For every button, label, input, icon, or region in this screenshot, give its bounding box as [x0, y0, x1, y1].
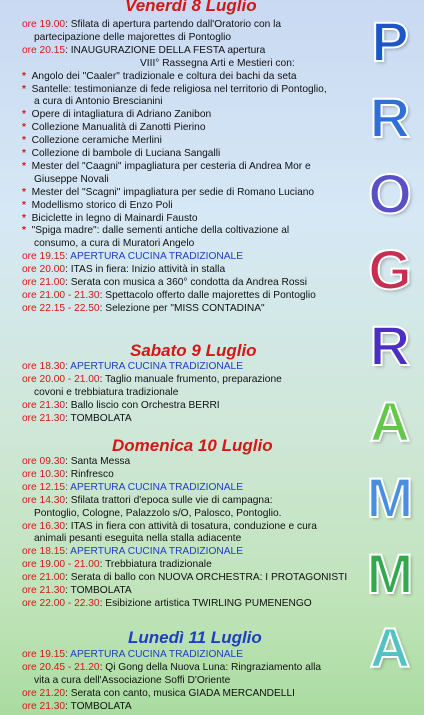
event-time: ore 18.30 — [22, 361, 66, 372]
programme-line — [34, 174, 109, 187]
bullet-marker: * — [22, 160, 26, 172]
event-text: : TOMBOLATA — [65, 412, 132, 424]
event-text: : APERTURA CUCINA TRADIZIONALE — [65, 251, 244, 263]
event-time: ore 22.15 - 22.50 — [22, 302, 100, 314]
programme-line — [34, 238, 194, 251]
event-text: consumo, a cura di Muratori Angelo — [34, 238, 195, 250]
event-text: : Sfilata trattori d'epoca sulle vie di campagna: — [65, 494, 273, 506]
bullet-marker: * — [22, 199, 26, 211]
event-time: ore 09.30 — [22, 456, 66, 467]
event-time: ore 22.00 - 22.30 — [22, 597, 100, 609]
programme-line — [22, 559, 212, 572]
event-text: : TOMBOLATA — [65, 585, 132, 596]
programme-line — [34, 387, 178, 400]
programme-line — [22, 251, 243, 264]
programme-line — [22, 521, 317, 534]
event-text: Collezione di bambole di Luciana Sangalli — [31, 148, 221, 159]
event-text: Mester del "Caagni" impagliatura per cesteria di Andrea Mor e — [31, 160, 311, 172]
programme-line — [22, 688, 295, 701]
programme-line — [34, 96, 163, 109]
letter-a: A — [369, 616, 411, 679]
programme-line — [34, 533, 241, 546]
event-text: : Taglio manuale frumento, preparazione — [99, 373, 282, 385]
programme-line — [22, 213, 198, 226]
event-time: ore 21.30 — [22, 412, 66, 424]
programme-line — [22, 495, 273, 508]
event-text: : APERTURA CUCINA TRADIZIONALE — [65, 481, 244, 493]
programme-line — [22, 200, 173, 213]
event-time: ore 19.00 - 21.00 — [22, 559, 100, 571]
programme-line — [22, 482, 243, 495]
event-text: : Serata di ballo con NUOVA ORCHESTRA: I PROTAGONISTI — [65, 572, 348, 584]
programme-line — [22, 19, 281, 32]
programme-line — [22, 45, 265, 58]
programme-line — [22, 277, 307, 290]
programme-line — [22, 225, 289, 238]
bullet-marker: * — [22, 225, 26, 237]
programme-line — [22, 303, 265, 316]
programme-line — [34, 32, 231, 45]
event-time: ore 21.30 — [22, 585, 66, 596]
day-title: Domenica 10 Luglio — [112, 436, 273, 455]
event-time: ore 10.30 — [22, 468, 66, 480]
letter-m: M — [366, 542, 414, 605]
event-text: : ITAS in fiera: Inizio attività in stalla — [65, 264, 226, 276]
event-text: Pontoglio, Cologne, Palazzolo s/O, Palosco, Pontoglio. — [34, 507, 282, 519]
bullet-marker: * — [22, 83, 26, 95]
event-text: : Serata con canto, musica GIADA MERCANDELLI — [65, 687, 295, 699]
event-time: ore 20.45 - 21.20 — [22, 661, 100, 673]
programme-line — [22, 469, 114, 482]
letter-p: P — [371, 10, 409, 73]
programme-line — [22, 161, 311, 174]
event-time: ore 21.00 — [22, 572, 66, 584]
programme-line — [22, 264, 225, 277]
programme-line — [22, 187, 314, 200]
event-text: : APERTURA CUCINA TRADIZIONALE — [65, 361, 244, 372]
event-text: : Serata con musica a 360° condotta da Andrea Rossi — [65, 277, 307, 288]
programme-line — [22, 546, 243, 559]
programme-line — [22, 135, 162, 148]
programme-line — [22, 84, 327, 97]
event-time: ore 18.15 — [22, 546, 66, 558]
letter-o: O — [368, 162, 412, 225]
programme-line — [22, 649, 243, 662]
event-time: ore 21.30 — [22, 700, 66, 712]
programme-line — [22, 361, 243, 374]
letter-r: R — [369, 86, 411, 149]
event-text: Giuseppe Novali — [34, 173, 109, 185]
event-text: Collezione Manualità di Zanotti Pierino — [31, 122, 206, 134]
programme-line — [22, 456, 130, 469]
programme-line — [22, 122, 206, 135]
letter-m: M — [366, 466, 414, 529]
event-time: ore 21.20 — [22, 687, 66, 699]
event-text: : Spettacolo offerto dalle majorettes di Pontoglio — [99, 289, 316, 301]
event-time: ore 21.00 — [22, 277, 66, 288]
event-text: "Spiga madre": dalle sementi antiche della coltivazione al — [31, 225, 290, 237]
programme-line — [34, 675, 230, 688]
event-text: : Qi Gong della Nuova Luna: Ringraziamento alla — [99, 661, 322, 673]
programme-line — [22, 290, 316, 303]
programme-line — [22, 662, 321, 675]
programme-line — [22, 109, 211, 122]
event-time: ore 19.15 — [22, 251, 66, 263]
event-text: : Rinfresco — [65, 468, 114, 480]
bullet-marker: * — [22, 148, 26, 159]
event-text: Modellismo storico di Enzo Poli — [31, 199, 173, 211]
event-time: ore 12.15 — [22, 481, 66, 493]
event-text: : Selezione per "MISS CONTADINA" — [99, 302, 265, 314]
programme-line — [22, 413, 132, 426]
programme-line — [34, 508, 281, 521]
event-text: : APERTURA CUCINA TRADIZIONALE — [65, 649, 244, 660]
programme-line — [22, 701, 132, 714]
bullet-marker: * — [22, 109, 26, 121]
event-text: : ITAS in fiera con attività di tosatura, conduzione e cura — [65, 520, 317, 532]
programme-line — [22, 572, 347, 585]
event-text: covoni e trebbiatura tradizionale — [34, 386, 179, 398]
event-text: VIII° Rassegna Arti e Mestieri con: — [140, 57, 295, 69]
event-text: Mester del "Scagni" impagliatura per sedie di Romano Luciano — [31, 186, 315, 198]
event-text: : Esibizione artistica TWIRLING PUMENENGO — [99, 597, 312, 609]
day-title: Sabato 9 Luglio — [130, 341, 257, 360]
event-time: ore 20.00 - 21.00 — [22, 373, 100, 385]
event-text: Angolo dei "Caaler" tradizionale e coltura dei bachi da seta — [31, 70, 297, 82]
event-text: : Trebbiatura tradizionale — [99, 559, 212, 571]
day-title: Venerdì 8 Luglio — [125, 0, 257, 15]
event-time: ore 21.00 - 21.30 — [22, 289, 100, 301]
programme-line — [22, 71, 297, 84]
event-text: : Sfilata di apertura partendo dall'Oratorio con la — [65, 19, 282, 30]
bullet-marker: * — [22, 212, 26, 224]
event-time: ore 14.30 — [22, 494, 66, 506]
event-text: Opere di intagliatura di Adriano Zanibon — [31, 109, 212, 121]
letter-g: G — [368, 238, 412, 301]
letter-r: R — [369, 314, 411, 377]
event-text: : TOMBOLATA — [65, 700, 132, 712]
programme-line — [140, 58, 295, 71]
event-text: Collezione ceramiche Merlini — [31, 135, 162, 147]
event-text: vita a cura dell'Associazione Soffi D'Oriente — [34, 674, 231, 686]
programme-line — [22, 148, 220, 161]
event-time: ore 16.30 — [22, 520, 66, 532]
bullet-marker: * — [22, 122, 26, 134]
programme-line — [22, 374, 282, 387]
event-time: ore 21.30 — [22, 399, 66, 411]
programme-line — [22, 400, 220, 413]
bullet-marker: * — [22, 70, 26, 82]
event-time: ore 19.00 — [22, 19, 66, 30]
event-text: : APERTURA CUCINA TRADIZIONALE — [65, 546, 244, 558]
event-time: ore 20.15 — [22, 44, 66, 56]
event-text: Biciclette in legno di Mainardi Fausto — [31, 212, 198, 224]
event-text: a cura di Antonio Brescianini — [34, 96, 163, 108]
bullet-marker: * — [22, 135, 26, 147]
event-text: animali pesanti eseguita nella stalla adiacente — [34, 533, 242, 545]
event-text: Santelle: testimonianze di fede religiosa nel territorio di Pontoglio, — [31, 83, 327, 95]
event-time: ore 20.00 — [22, 264, 66, 276]
programme-line — [22, 585, 132, 598]
programme-line — [22, 598, 312, 611]
event-time: ore 19.15 — [22, 649, 66, 660]
event-text: : Santa Messa — [65, 456, 131, 467]
event-text: partecipazione delle majorettes di Pontoglio — [34, 31, 232, 43]
day-title: Lunedì 11 Luglio — [128, 628, 262, 647]
letter-a: A — [369, 390, 411, 453]
bullet-marker: * — [22, 186, 26, 198]
event-text: : INAUGURAZIONE DELLA FESTA apertura — [65, 44, 266, 56]
event-text: : Ballo liscio con Orchestra BERRI — [65, 399, 220, 411]
